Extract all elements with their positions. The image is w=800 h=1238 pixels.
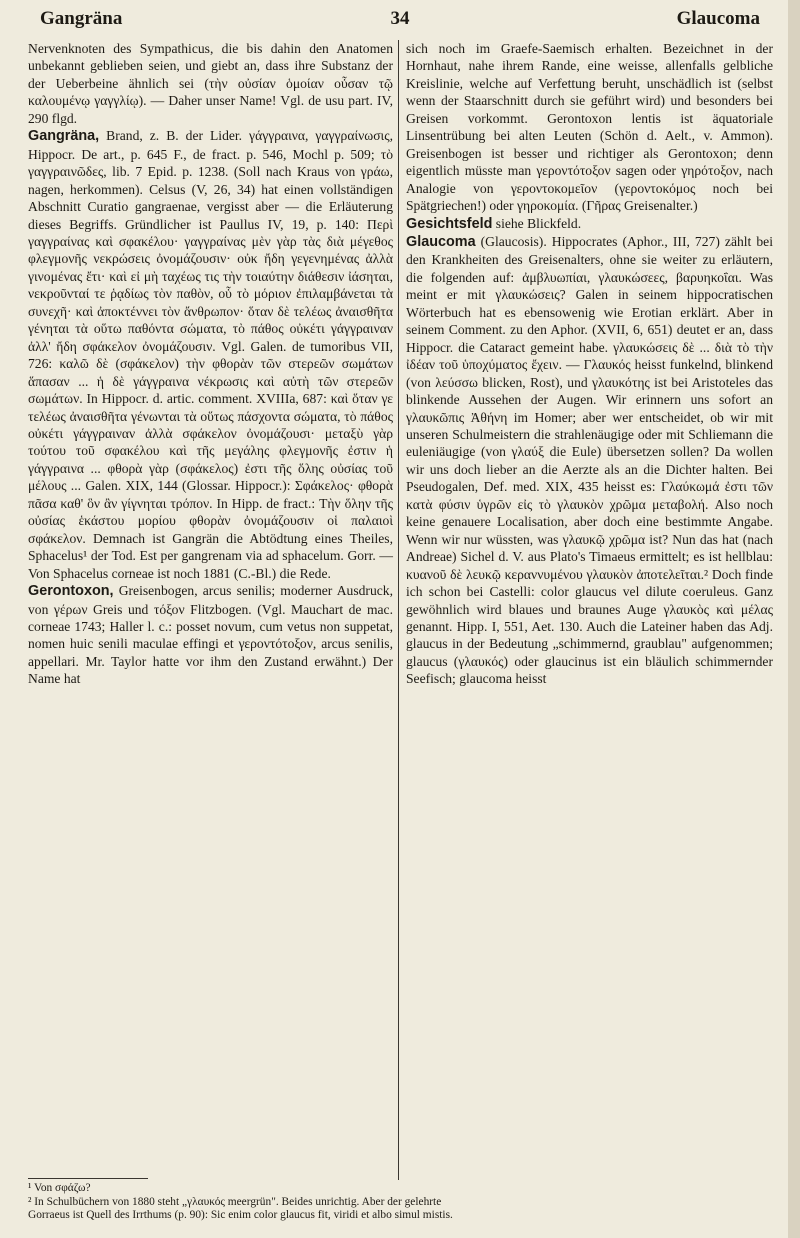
entry-term: Gerontoxon, [28,583,114,600]
page-edge [788,0,800,1238]
paragraph-ganglion-continued: Nervenknoten des Sympathicus, die bis dahin den Anatomen unbekannt geblieben seien, und giebt an, dass ihre Substanz der der Ueberbeine ähnlich sei (τὴν οὐσίαν ὁμοίαν οὖσαν τῷ καλουμένῳ γαγγλίῳ). — Daher unser Name! Vgl. de usu part. IV, 290 flgd. [28,41,393,126]
running-header [40,8,760,34]
entry-term: Gesichtsfeld [406,215,493,232]
entry-term: Glaucoma [406,233,476,250]
entry-text: Brand, z. B. der Lider. γάγγραινα, γαγγραίνωσις, Hippocr. De art., p. 645 F., de fract. p. 546, Mochl p. 509; τὸ γαγγραινῶδες, lib. 7 Epid. p. 1238. (Soll nach Kraus von γράω, nagen, herkommen). Celsus (V, 26, 34) hat einen vollständigen Abschnitt Curatio gangraenae, vergisst aber — die Erläuterung dieses Begriffs. Gründlicher ist Paullus IV, 19, p. 140: Περὶ γαγγραίνας καὶ σφακέλου· γαγγραίνας μὲν γὰρ τὰς διὰ μέγεθος φλεγμονῆς νεκρώσεις ὀνομάζουσιν· οὐκ ἤδη γεγενημένας ἀλλὰ γινομένας ἔτι· καὶ εἰ μὴ ταχέως τις τὴν τοιαύτην διάθεσιν ἰάσηται, νεκροῦνταί τε ῥᾳδίως τὸν παθὸν, οὗ τὸ μόριον ἐπιλαμβάνεται τὰ συνεχῆ· καὶ ἀποκτέννει τὸν ἄνθρωπον· ὅταν δὲ τελέως ἀναισθῆτα γένηται τὰ οὕτω παθόντα σώματα, τὸ πάθος οὐκέτι γάγγραιναν ἀλλ' ἤδη σφάκελον ὀνομάζουσιν. Vgl. Galen. de tumoribus VII, 726: καλῶ δὲ (σφάκελον) τὴν φθορὰν τῶν στερεῶν σωμάτων ἅπασαν ... ἡ δὲ γάγγραινα νέκρωσις καὶ αὐτὴ τῶν στερεῶν σωμάτων. In Hippocr. d. artic. comment. XVIIIa, 687: καὶ ὅταν γε τελέως ἀναισθῆτα γένωνται τὰ οὕτως πάσχοντα σώματα, τὸ πάθος οὐκέτι γάγγραιναν ἀλλὰ σφάκελον ὀνομάζουσι· μεταξὺ γὰρ τούτου τοῦ σφακέλου καὶ τῆς μεγάλης φλεγμονῆς ἐστιν ἡ γάγγραινα ... φθορὰ γὰρ (σφάκελος) ἐστι τῆς ὅλης οὐσίας τοῦ μέλους ... Galen. XIX, 144 (Glossar. Hippocr.): Σφάκελος· φθορὰ πᾶσα καθ' ὃν ἂν γίγνηται τρόπον. In Hipp. de fract.: Τὴν ὅλην τῆς οὐσίας ἑκάστου μορίου φθορὰν ὀνομάζουσιν οἱ παλαιοὶ σφάκελον. Demnach ist Gangrän die Abtödtung eines Theiles, Sphacelus¹ der Tod. Est per gangrenam via ad sphacelum. Gorr. — Von Sphacelus corneae ist noch 1881 (C.-Bl.) die Rede. [28,128,393,581]
entry-text: siehe Blickfeld. [492,215,582,231]
footnotes [28,1182,773,1223]
left-column [28,40,393,688]
entry-text: (Glaucosis). Hippocrates (Aphor., III, 727) zählt bei den Krankheiten des Greisenalters, ohne sie weiter zu erläutern, die folgenden auf: ἀμβλυωπίαι, γλαυκώσεες, βαρυηκοΐαι. Was meint er mit γλαυκώσεις? Galen in seinem hippocratischen Wörterbuch hat es ebensowenig wie Erotian erklärt. Aber in seinem Comment. zu den Aphor. (XVII, 6, 651) deutet er an, dass Hippocr. die Cataract gemeint habe. γλαυκώσεις δὲ ... διὰ τὸ τὴν ἰδέαν τοῦ ὑποχύματος ἔχειν. — Γλαυκός heisst funkelnd, blinkend (von λεύσσω blicken, Rost), und γλαυκότης ist bei Aristoteles das blinkende Aussehen der Augen. Wir erinnern uns sofort an γλαυκῶπις Ἀθήνη im Homer; aber wer entscheidet, ob wir mit unseren Schulmeistern die strahlenäugige oder mit Schliemann die euleniäugige (von γλαύξ die Eule) übersetzen sollen? Da wollen wir uns doch lieber an die Aerzte als an die Dichter halten. Bei Pseudogalen, Def. med. XIX, 435 heisst es: Γλαύκωμά ἐστι τῶν κατὰ φύσιν ὑγρῶν εἰς τὸ γλαυκὸν χρῶμα μεταβολή. Also noch keine genauere Localisation, aber doch eine bestimmte Angabe. Wenn wir nur wüssten, was γλαυκῷ χρῶμα ist? Nun das hat (nach Andreae) Sichel d. V. aus Plato's Timaeus ermittelt; es ist hellblau: κυανοῦ δὲ λευκῷ κεραννυμένου γλαυκὸν ἀποτελεῖται.² Doch finde ich schon bei Castelli: color glaucus vel dilute coeruleus. Ganz gewöhnlich wird blaues und braunes Auge γλαυκὸς καὶ μέλας genannt. Hipp. I, 551, Aet. 130. Auch die Lateiner haben das Adj. glaucus in der Bedeutung „schimmernd, graublau" aufgenommen; glaucus (γλαυκός) oder glaucinus ist ein bläulich schimmernder Seefisch; glaucoma heisst [406,233,773,687]
entry-term: Gangräna, [28,128,100,145]
page-number: 34 [390,8,410,29]
paragraph-gerontoxon-continued: sich noch im Graefe-Saemisch erhalten. Bezeichnet in der Hornhaut, nahe ihrem Rande, eine weisse, allenfalls gelbliche Kreislinie, welche auf Verfettung beruht, unschädlich ist (selbst wenn der Staarschnitt durch sie geführt wird) und besonders bei Greisen vorkommt. Gerontoxon lentis ist äquatoriale Linsentrübung bei alten Leuten (Schön d. Aelt., v. Ammon). Greisenbogen ist besser und richtiger als Gerontoxon; denn eigentlich müsste man γεροντότοξον sagen oder γηρότοξον, nach Analogie von γεροντοκομεῖον (γεροντοκόμος noch bei Spätgriechen!) oder γηροκομία. (Γῆρας Greisenalter.) [406,41,773,214]
entry-glaucoma [406,233,773,688]
header-right: Glaucoma [676,8,760,29]
entry-gesichtsfeld [406,215,773,233]
right-column [406,40,773,688]
column-divider [398,40,399,1180]
header-left: Gangräna [40,8,123,29]
footnote-1: ¹ Von σφάζω? [28,1182,91,1194]
footnote-2-continued: Gorraeus ist Quell des Irrthums (p. 90): Sic enim color glaucus fit, viridi et albo simul mistis. [28,1209,453,1222]
entry-text: Greisenbogen, arcus senilis; moderner Ausdruck, von γέρων Greis und τόξον Flitzbogen. (Vgl. Mauchart de mac. corneae 1743; Haller l. c.: posset novum, cum vetus non suppetat, nomen huic senili maculae effingi et γεροντότοξον, arcus senilis, appellari. Mr. Taylor hatte vor ihm den Zustand erwähnt.) Der Name hat [28,583,393,687]
footnote-2: ² In Schulbüchern von 1880 steht „γλαυκός meergrün". Beides unrichtig. Aber der gelehrte [28,1195,442,1208]
entry-gangrana [28,127,393,582]
entry-gerontoxon [28,582,393,688]
footnote-rule [28,1178,148,1179]
